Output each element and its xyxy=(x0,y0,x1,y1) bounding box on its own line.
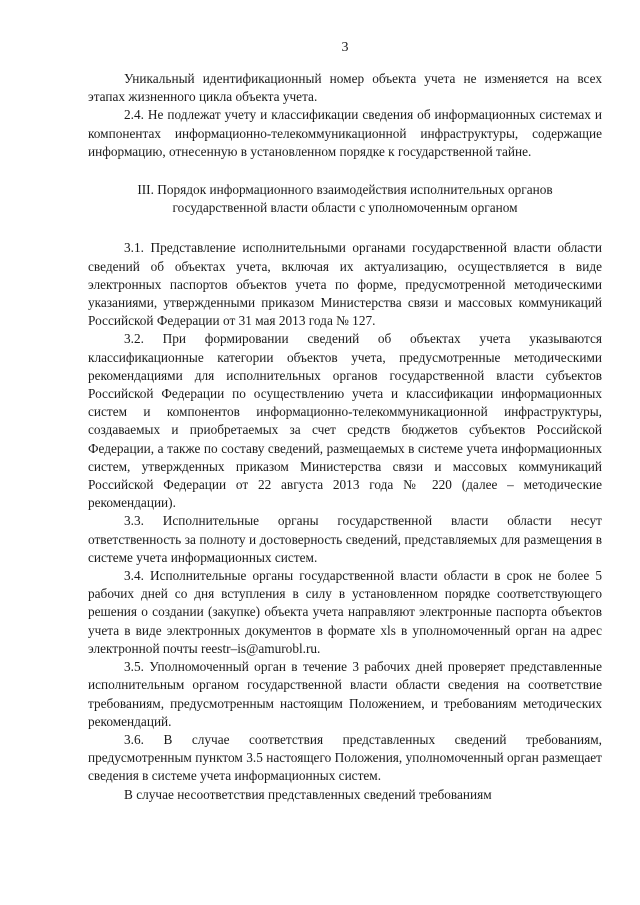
paragraph-3-6: 3.6. В случае соответствия представленных сведений требованиям, предусмотренным пунктом 3.5 настоящего Положения, уполномоченный орган размещает сведения в системе учета информационных систем. xyxy=(88,731,602,784)
paragraph-3-2: 3.2. При формировании сведений об объектах учета указываются классификационные категории объектов учета, предусмотренные методическими рекомендациями для исполнительных органов государственной власти субъектов Российской Федерации по осуществлению учета и классификации информационных систем и компонентов информационно-телекоммуникационной инфраструктуры, создаваемых и приобретаемых за счет средств бюджетов субъектов Российской Федерации, а также по составу сведений, размещаемых в системе учета информационных систем, утвержденных приказом Министерства связи и массовых коммуникаций Российской Федерации от 22 августа 2013 года № 220 (далее – методические рекомендации). xyxy=(88,331,602,511)
paragraph-3-1: 3.1. Представление исполнительными органами государственной власти области сведений об объектах учета, включая их актуализацию, осуществляется в виде электронных паспортов объектов учета по форме, предусмотренной методическими указаниями, утвержденными приказом Министерства связи и массовых коммуникаций Российской Федерации от 31 мая 2013 года № 127. xyxy=(88,240,602,329)
paragraph-3-4: 3.4. Исполнительные органы государственной власти области в срок не более 5 рабочих дней со дня вступления в силу в установленном порядке соответствующего решения о создании (закупке) объекта учета направляют электронные паспорта объектов учета в виде электронных документов в формате xls в уполномоченный орган на адрес электронной почты reestr–is@amurobl.ru. xyxy=(88,568,602,656)
page-number: 3 xyxy=(341,40,349,55)
paragraph-unique-id: Уникальный идентификационный номер объекта учета не изменяется на всех этапах жизненного цикла объекта учета. xyxy=(88,71,602,105)
paragraph-mismatch: В случае несоответствия представленных сведений требованиям xyxy=(124,786,492,802)
paragraph-3-5: 3.5. Уполномоченный орган в течение 3 рабочих дней проверяет представленные исполнительным органом государственной власти области сведения на соответствие требованиям, предусмотренным настоящим Положением, и требованиям методических рекомендаций. xyxy=(88,659,602,729)
paragraph-3-3: 3.3. Исполнительные органы государственной власти области несут ответственность за полноту и достоверность сведений, представляемых для размещения в системе учета информационных систем. xyxy=(88,513,602,565)
section-title: III. Порядок информационного взаимодействия исполнительных органов государственной власти области с уполномоченным органом xyxy=(137,182,553,216)
paragraph-2-4: 2.4. Не подлежат учету и классификации сведения об информационных системах и компонентах информационно-телекоммуникационной инфраструктуры, содержащие информацию, отнесенную в установленном порядке к государственной тайне. xyxy=(88,107,602,159)
